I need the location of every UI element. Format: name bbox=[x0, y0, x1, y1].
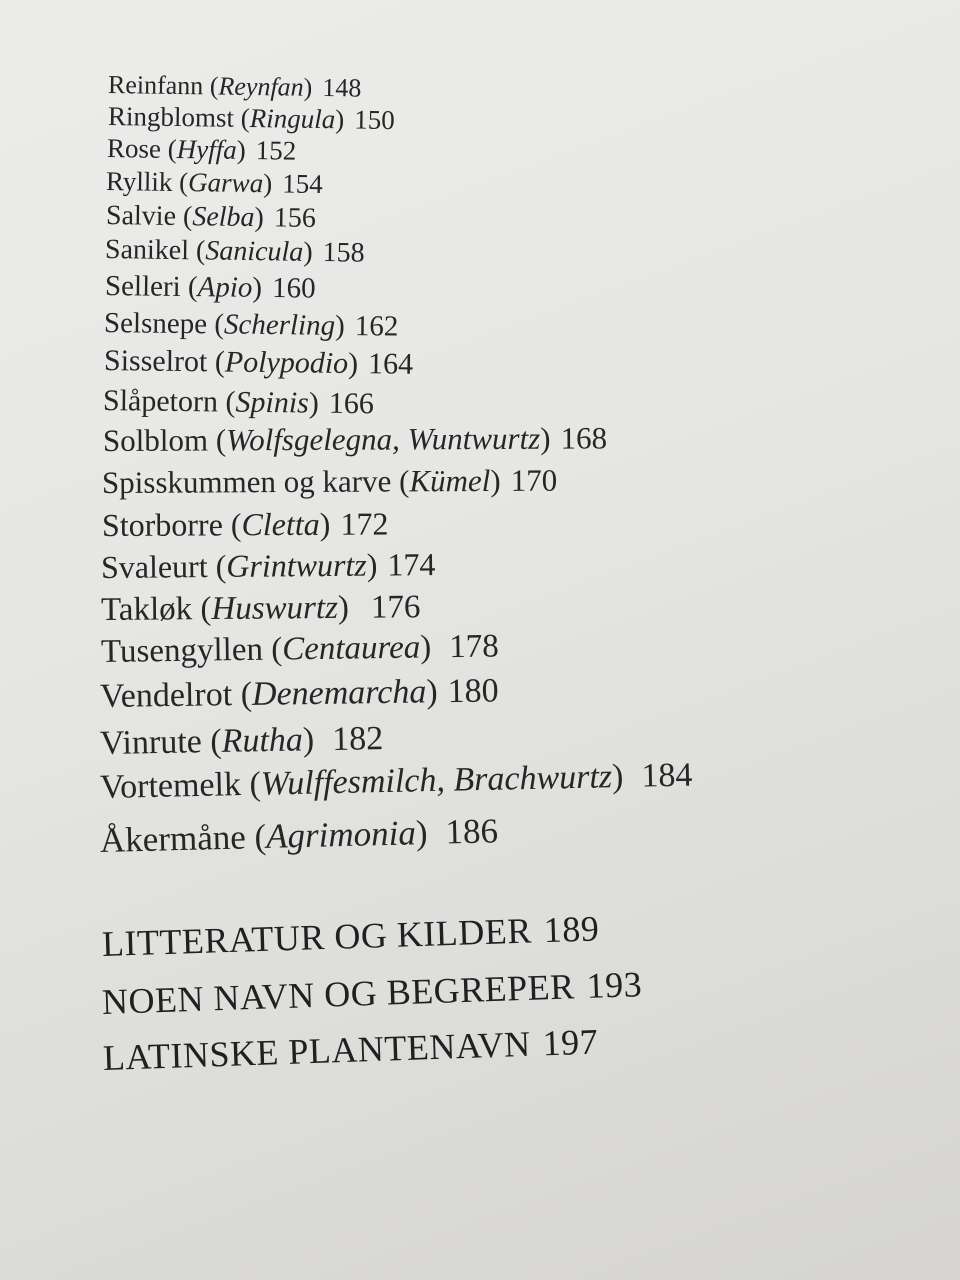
entry-latin-name: Huswurtz bbox=[211, 589, 339, 628]
entry-name: Vinrute bbox=[99, 723, 203, 762]
entry-page-number: 162 bbox=[354, 310, 399, 343]
index-entry: Tusengyllen (Centaurea) 178 bbox=[100, 628, 500, 670]
entry-page-number: 148 bbox=[322, 72, 362, 103]
entry-latin-name: Garwa bbox=[187, 167, 264, 199]
section-page-number: 193 bbox=[585, 964, 643, 1006]
entry-latin-name: Sanicula bbox=[205, 235, 304, 268]
entry-latin-name: Grintwurtz bbox=[226, 546, 367, 584]
entry-page-number: 176 bbox=[370, 589, 421, 626]
index-entry: Sanikel (Sanicula) 158 bbox=[104, 234, 365, 269]
entry-name: Reinfann bbox=[107, 70, 204, 101]
entry-name: Selsnepe bbox=[103, 307, 208, 341]
entry-latin-name: Ringula bbox=[249, 102, 336, 135]
section-page-number: 189 bbox=[543, 908, 600, 951]
entry-page-number: 170 bbox=[510, 462, 558, 498]
index-entry: Solblom (Wolfsgelegna, Wuntwurtz) 168 bbox=[102, 420, 608, 458]
section-heading-literature bbox=[101, 910, 599, 962]
entry-name: Sisselrot bbox=[103, 344, 208, 379]
entry-name: Slåpetorn bbox=[102, 384, 219, 419]
entry-latin-name: Polypodio bbox=[224, 345, 349, 380]
section-title: NOEN NAVN OG BEGREPER bbox=[101, 966, 576, 1022]
entry-page-number: 150 bbox=[354, 104, 395, 136]
entry-latin-name: Rutha bbox=[221, 721, 304, 760]
index-entry: Ryllik (Garwa) 154 bbox=[105, 166, 323, 200]
entry-page-number: 160 bbox=[271, 272, 316, 305]
entry-latin-name: Wolfsgelegna, Wuntwurtz bbox=[226, 420, 541, 458]
index-entry: Takløk (Huswurtz) 176 bbox=[100, 589, 421, 628]
index-entry: Vortemelk (Wulffesmilch, Brachwurtz) 184 bbox=[99, 756, 693, 806]
entry-name: Salvie bbox=[105, 200, 177, 232]
index-entry: Åkermåne (Agrimonia) 186 bbox=[99, 811, 499, 860]
index-entry: Selsnepe (Scherling) 162 bbox=[103, 307, 399, 343]
entry-page-number: 174 bbox=[387, 546, 436, 583]
entry-page-number: 154 bbox=[281, 168, 323, 200]
entry-latin-name: Denemarcha bbox=[251, 673, 427, 713]
section-page-number: 197 bbox=[541, 1021, 599, 1064]
entry-page-number: 164 bbox=[367, 347, 414, 381]
entry-name: Vortemelk bbox=[99, 766, 242, 806]
entry-name: Vendelrot bbox=[99, 676, 233, 715]
entry-page-number: 186 bbox=[444, 811, 499, 852]
entry-name: Ringblomst bbox=[107, 101, 235, 133]
index-entry: Vendelrot (Denemarcha) 180 bbox=[99, 672, 499, 715]
index-entry: Reinfann (Reynfan) 148 bbox=[107, 70, 362, 103]
entry-page-number: 156 bbox=[273, 202, 317, 234]
entry-page-number: 180 bbox=[447, 672, 499, 711]
entry-page-number: 168 bbox=[560, 420, 608, 456]
entry-page-number: 182 bbox=[331, 720, 384, 758]
index-entry: Svaleurt (Grintwurtz) 174 bbox=[100, 546, 436, 585]
entry-page-number: 166 bbox=[328, 386, 375, 421]
entry-latin-name: Scherling bbox=[223, 308, 336, 342]
entry-latin-name: Apio bbox=[197, 271, 253, 304]
index-entry: Salvie (Selba) 156 bbox=[105, 200, 317, 234]
entry-name: Tusengyllen bbox=[100, 631, 264, 670]
index-entry: Vinrute (Rutha) 182 bbox=[99, 720, 384, 762]
entry-page-number: 152 bbox=[255, 135, 297, 166]
entry-name: Solblom bbox=[102, 422, 209, 458]
index-entry: Slåpetorn (Spinis) 166 bbox=[102, 384, 375, 421]
section-heading-latin-plant-names bbox=[102, 1021, 599, 1078]
entry-latin-name: Reynfan bbox=[218, 71, 304, 102]
entry-latin-name: Selba bbox=[192, 201, 255, 234]
entry-name: Åkermåne bbox=[99, 817, 247, 860]
entry-latin-name: Spinis bbox=[235, 385, 310, 420]
index-entry: Ringblomst (Ringula) 150 bbox=[107, 101, 395, 136]
entry-name: Svaleurt bbox=[100, 548, 208, 585]
section-heading-names-and-terms bbox=[101, 966, 642, 1020]
index-entry: Selleri (Apio) 160 bbox=[104, 270, 316, 305]
section-title: LITTERATUR OG KILDER bbox=[101, 910, 533, 964]
entry-latin-name: Kümel bbox=[409, 462, 491, 499]
index-entry: Spisskummen og karve (Kümel) 170 bbox=[101, 462, 558, 500]
entry-latin-name: Centaurea bbox=[281, 629, 421, 668]
entry-name: Spisskummen og karve bbox=[101, 463, 392, 500]
entry-name: Takløk bbox=[100, 591, 193, 628]
entry-latin-name: Cletta bbox=[241, 505, 320, 543]
entry-latin-name: Hyffa bbox=[176, 133, 237, 165]
entry-page-number: 172 bbox=[340, 505, 389, 542]
entry-name: Ryllik bbox=[105, 166, 173, 197]
entry-name: Sanikel bbox=[104, 234, 190, 267]
entry-page-number: 184 bbox=[640, 756, 693, 795]
entry-latin-name: Agrimonia bbox=[265, 813, 417, 856]
index-entry: Sisselrot (Polypodio) 164 bbox=[103, 344, 414, 381]
section-title: LATINSKE PLANTENAVN bbox=[102, 1023, 532, 1078]
entry-page-number: 178 bbox=[449, 628, 500, 666]
entry-latin-name: Wulffesmilch, Brachwurtz bbox=[260, 758, 613, 803]
index-entry: Rose (Hyffa) 152 bbox=[106, 133, 297, 166]
entry-name: Selleri bbox=[104, 270, 181, 303]
entry-page-number: 158 bbox=[322, 237, 365, 269]
entry-name: Storborre bbox=[101, 506, 223, 543]
entry-name: Rose bbox=[106, 133, 162, 164]
index-entry: Storborre (Cletta) 172 bbox=[101, 505, 389, 543]
